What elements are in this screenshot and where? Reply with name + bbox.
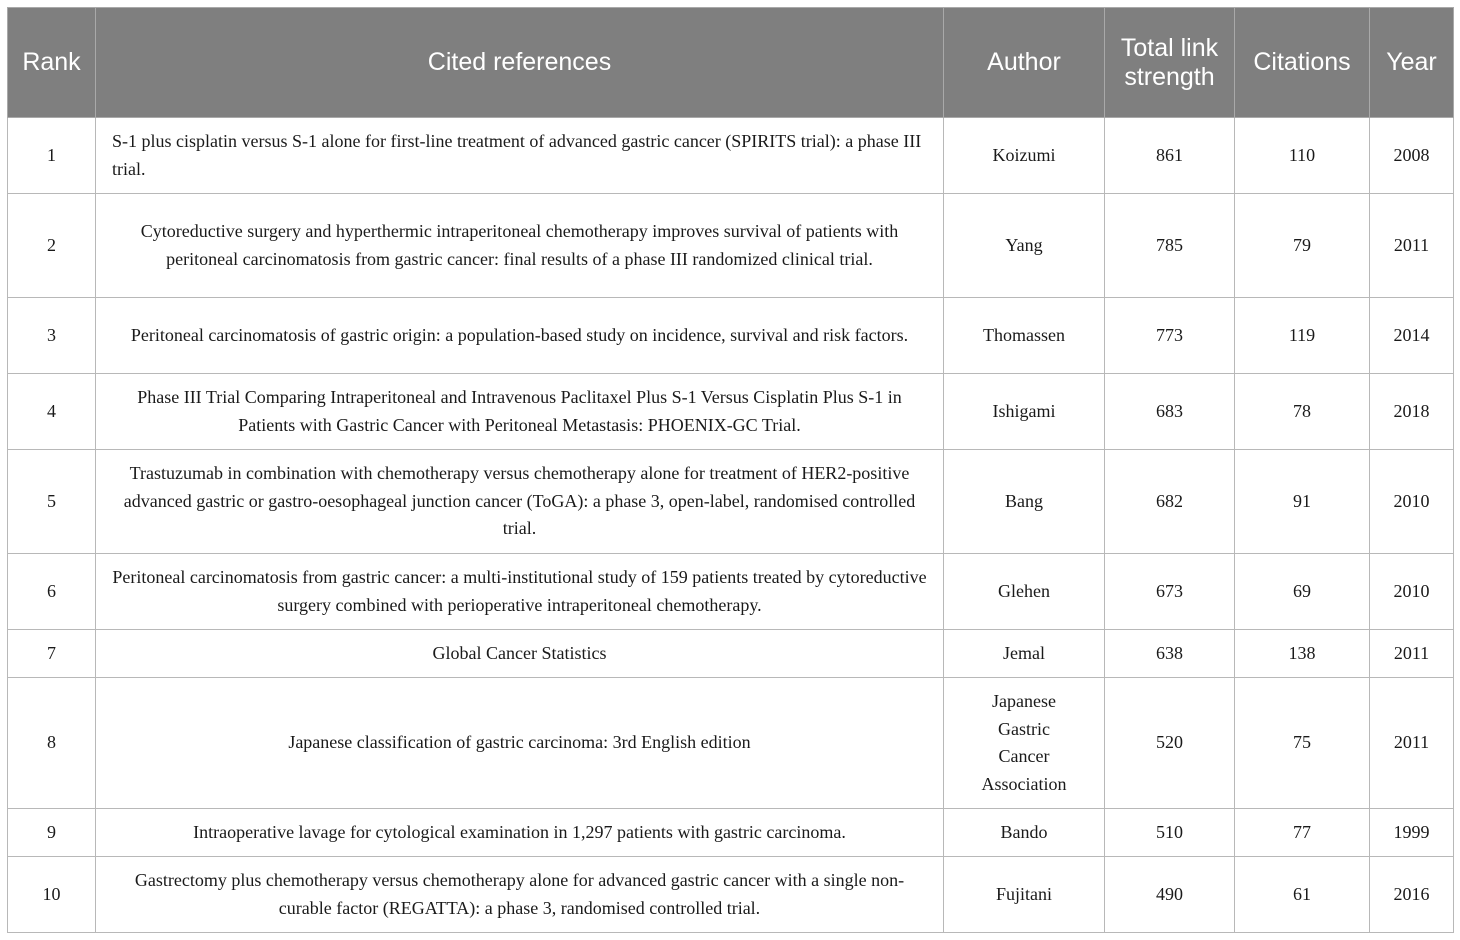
- cell-total-link-strength: 490: [1105, 857, 1235, 933]
- cited-references-table-container: [7, 7, 1453, 933]
- header-citations: Citations: [1235, 8, 1370, 118]
- cell-author: Fujitani: [944, 857, 1105, 933]
- table-row: [8, 554, 1454, 630]
- cell-total-link-strength: 785: [1105, 194, 1235, 298]
- cell-reference: Cytoreductive surgery and hyperthermic intraperitoneal chemotherapy improves survival of patients with peritoneal carcinomatosis from gastric cancer: final results of a phase III randomized clinical trial.: [96, 194, 944, 298]
- cell-reference: Peritoneal carcinomatosis from gastric cancer: a multi-institutional study of 159 patients treated by cytoreductive surgery combined with perioperative intraperitoneal chemotherapy.: [96, 554, 944, 630]
- cell-citations: 138: [1235, 630, 1370, 678]
- cell-citations: 110: [1235, 118, 1370, 194]
- cell-citations: 77: [1235, 809, 1370, 857]
- cell-reference: S-1 plus cisplatin versus S-1 alone for first-line treatment of advanced gastric cancer (SPIRITS trial): a phase III trial.: [96, 118, 944, 194]
- cell-rank: 9: [8, 809, 96, 857]
- cell-author: Thomassen: [944, 298, 1105, 374]
- cell-total-link-strength: 638: [1105, 630, 1235, 678]
- cell-reference: Peritoneal carcinomatosis of gastric origin: a population-based study on incidence, survival and risk factors.: [96, 298, 944, 374]
- cell-rank: 2: [8, 194, 96, 298]
- table-row: [8, 374, 1454, 450]
- cell-citations: 119: [1235, 298, 1370, 374]
- cell-rank: 7: [8, 630, 96, 678]
- cell-citations: 78: [1235, 374, 1370, 450]
- table-row: [8, 857, 1454, 933]
- table-row: [8, 809, 1454, 857]
- cell-author: Koizumi: [944, 118, 1105, 194]
- cell-citations: 79: [1235, 194, 1370, 298]
- header-cited-references: Cited references: [96, 8, 944, 118]
- table-header-row: [8, 8, 1454, 118]
- cell-year: 2011: [1370, 194, 1454, 298]
- cell-year: 2018: [1370, 374, 1454, 450]
- cell-reference: Japanese classification of gastric carcinoma: 3rd English edition: [96, 678, 944, 809]
- cell-year: 2011: [1370, 630, 1454, 678]
- header-rank: Rank: [8, 8, 96, 118]
- cell-year: 2008: [1370, 118, 1454, 194]
- cell-citations: 61: [1235, 857, 1370, 933]
- cell-year: 2010: [1370, 554, 1454, 630]
- cell-citations: 91: [1235, 450, 1370, 554]
- cell-rank: 8: [8, 678, 96, 809]
- table-row: [8, 194, 1454, 298]
- cell-author: Jemal: [944, 630, 1105, 678]
- cell-author: Bang: [944, 450, 1105, 554]
- cell-total-link-strength: 682: [1105, 450, 1235, 554]
- cell-year: 2010: [1370, 450, 1454, 554]
- cell-rank: 6: [8, 554, 96, 630]
- cell-reference: Phase III Trial Comparing Intraperitoneal and Intravenous Paclitaxel Plus S-1 Versus Cisplatin Plus S-1 in Patients with Gastric Cancer with Peritoneal Metastasis: PHOENIX-GC Trial.: [96, 374, 944, 450]
- table-row: [8, 450, 1454, 554]
- cell-reference: Trastuzumab in combination with chemotherapy versus chemotherapy alone for treatment of HER2-positive advanced gastric or gastro-oesophageal junction cancer (ToGA): a phase 3, open-label, randomised controlled trial.: [96, 450, 944, 554]
- header-total-link-strength: Total link strength: [1105, 8, 1235, 118]
- cell-year: 2011: [1370, 678, 1454, 809]
- cell-author: Ishigami: [944, 374, 1105, 450]
- table-row: [8, 678, 1454, 809]
- cell-rank: 3: [8, 298, 96, 374]
- header-author: Author: [944, 8, 1105, 118]
- cell-total-link-strength: 673: [1105, 554, 1235, 630]
- cell-total-link-strength: 773: [1105, 298, 1235, 374]
- cited-references-table: [7, 7, 1454, 933]
- cell-rank: 1: [8, 118, 96, 194]
- table-row: [8, 298, 1454, 374]
- cell-rank: 5: [8, 450, 96, 554]
- cell-citations: 75: [1235, 678, 1370, 809]
- header-year: Year: [1370, 8, 1454, 118]
- cell-author: Japanese Gastric Cancer Association: [944, 678, 1105, 809]
- cell-year: 2014: [1370, 298, 1454, 374]
- table-row: [8, 630, 1454, 678]
- cell-reference: Intraoperative lavage for cytological examination in 1,297 patients with gastric carcinoma.: [96, 809, 944, 857]
- cell-year: 1999: [1370, 809, 1454, 857]
- cell-total-link-strength: 683: [1105, 374, 1235, 450]
- cell-total-link-strength: 861: [1105, 118, 1235, 194]
- table-row: [8, 118, 1454, 194]
- cell-rank: 4: [8, 374, 96, 450]
- cell-total-link-strength: 520: [1105, 678, 1235, 809]
- cell-reference: Global Cancer Statistics: [96, 630, 944, 678]
- cell-rank: 10: [8, 857, 96, 933]
- cell-author: Yang: [944, 194, 1105, 298]
- cell-total-link-strength: 510: [1105, 809, 1235, 857]
- cell-author: Glehen: [944, 554, 1105, 630]
- cell-reference: Gastrectomy plus chemotherapy versus chemotherapy alone for advanced gastric cancer with a single non-curable factor (REGATTA): a phase 3, randomised controlled trial.: [96, 857, 944, 933]
- cell-year: 2016: [1370, 857, 1454, 933]
- cell-author: Bando: [944, 809, 1105, 857]
- cell-citations: 69: [1235, 554, 1370, 630]
